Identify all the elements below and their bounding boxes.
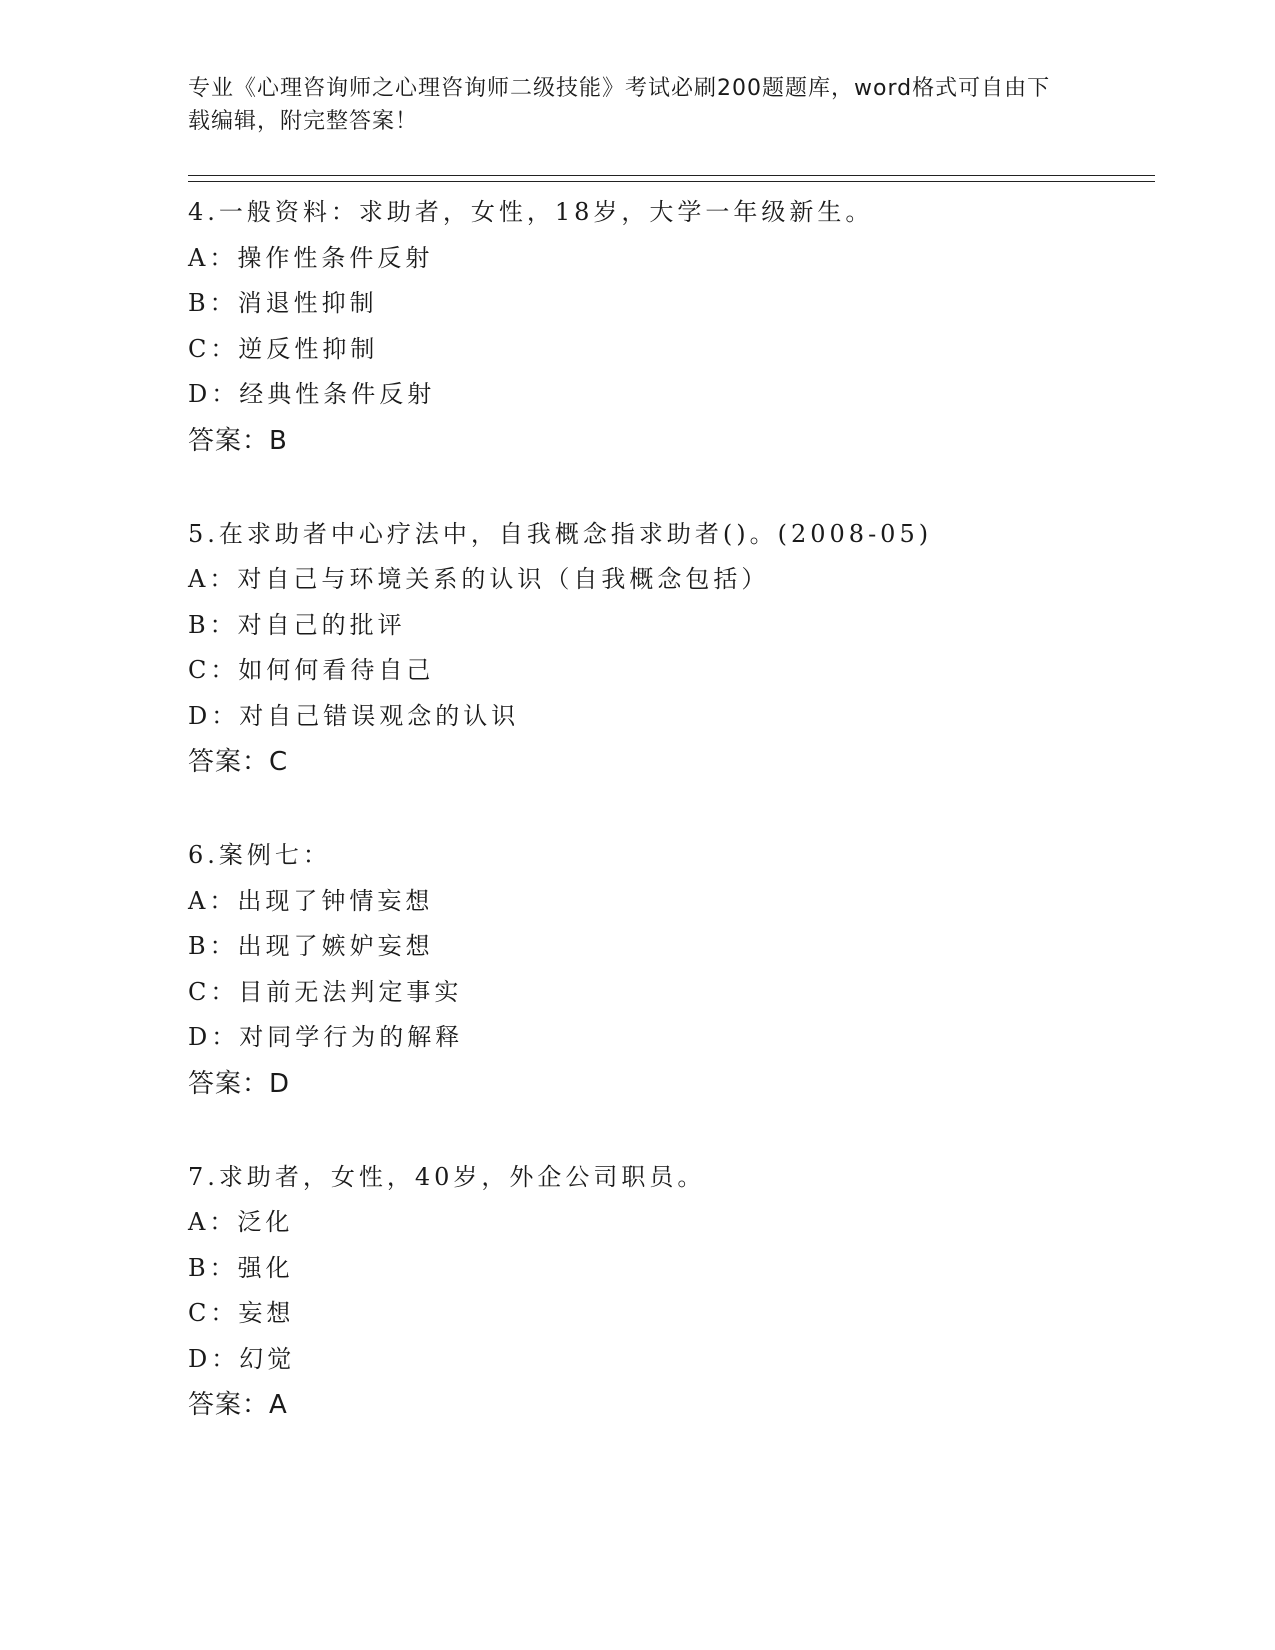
option-c: C：如何何看待自己: [188, 656, 435, 684]
option-b: B：消退性抑制: [188, 289, 378, 317]
option-d: D：对自己错误观念的认识: [188, 701, 520, 730]
question-stem: 4.一般资料：求助者，女性，18岁，大学一年级新生。: [188, 198, 874, 226]
document-header: 专业《心理咨询师之心理咨询师二级技能》考试必刷200题题库，word格式可自由下载编辑，附完整答案！: [188, 76, 1051, 134]
option-a: A：操作性条件反射: [188, 243, 434, 272]
option-d: D：对同学行为的解释: [188, 1023, 464, 1051]
option-c: C：妄想: [188, 1299, 295, 1327]
question-stem: 5.在求助者中心疗法中，自我概念指求助者()。(2008-05): [188, 519, 933, 548]
option-b: B：对自己的批评: [188, 610, 406, 639]
question-stem: 7.求助者，女性，40岁，外企公司职员。: [188, 1162, 706, 1191]
question-5: [188, 512, 1148, 786]
option-d: D：经典性条件反射: [188, 380, 436, 408]
option-b: B：出现了嫉妒妄想: [188, 932, 434, 960]
answer: 答案：D: [188, 1068, 291, 1099]
answer: 答案：C: [188, 747, 289, 777]
question-stem: 6.案例七：: [188, 841, 331, 869]
question-4: [188, 190, 1148, 464]
question-6: [188, 833, 1148, 1107]
option-a: A：出现了钟情妄想: [188, 886, 434, 915]
option-a: A：泛化: [188, 1208, 294, 1236]
header-rule-bottom: [188, 181, 1155, 182]
question-7: [188, 1155, 1148, 1429]
option-d: D：幻觉: [188, 1344, 296, 1373]
option-c: C：逆反性抑制: [188, 334, 379, 363]
answer: 答案：A: [188, 1390, 288, 1420]
option-a: A：对自己与环境关系的认识（自我概念包括）: [188, 565, 770, 593]
header-rule-top: [188, 175, 1155, 176]
option-b: B：强化: [188, 1253, 294, 1282]
option-c: C：目前无法判定事实: [188, 977, 463, 1006]
answer: 答案：B: [188, 425, 288, 456]
question-list: [188, 190, 1148, 1476]
